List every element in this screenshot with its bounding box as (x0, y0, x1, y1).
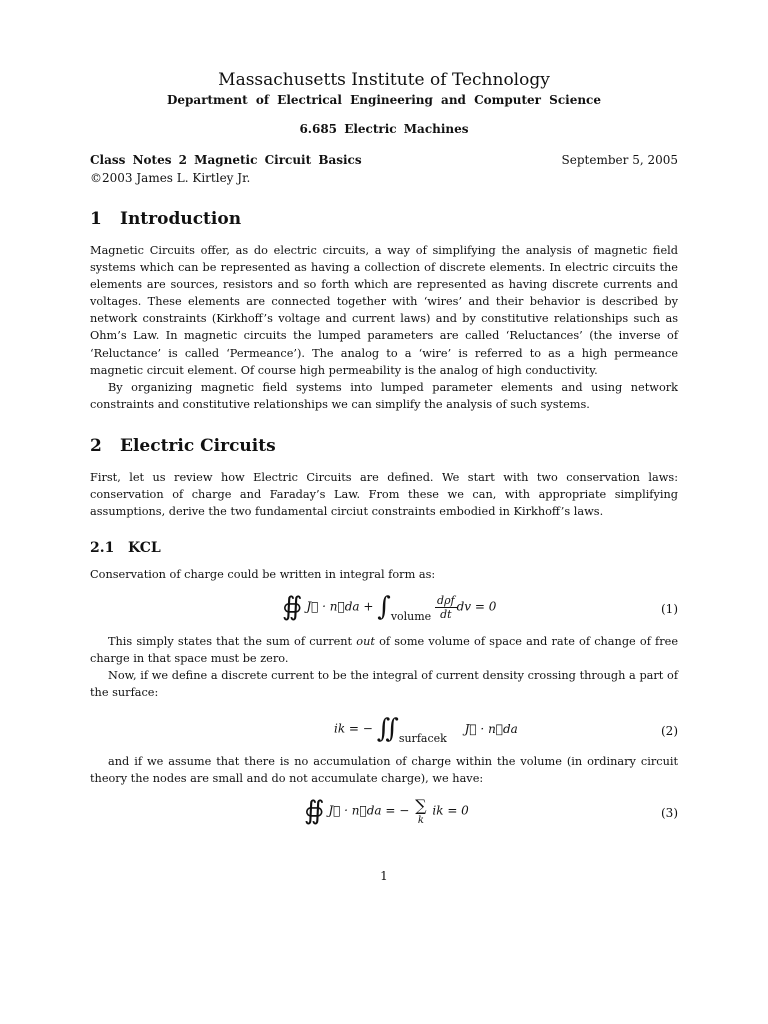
institution-title: Massachusetts Institute of Technology (218, 70, 550, 90)
section-heading-electric-circuits (90, 436, 678, 456)
section-title: Introduction (120, 209, 242, 229)
intro-paragraph-2: By organizing magnetic field systems into lumped parameter elements and using network constraints and constitutive relationships we can simplify the analysis of such systems. (90, 380, 678, 411)
kcl-paragraph-3: Now, if we define a discrete current to be the integral of current density crossing through a part of the surface: (90, 669, 678, 700)
copyright-line: ©2003 James L. Kirtley Jr. (90, 171, 251, 185)
equation-number: (3) (661, 806, 678, 820)
fraction: $\frac{\text{dρf}}{dt}$ (437, 593, 455, 621)
subsection-heading-kcl (90, 540, 678, 556)
section-number: 1 (90, 209, 102, 229)
equation-3-body: ∯ J⃗ · n⃗da = − ∑ k ik = 0 (304, 796, 469, 826)
summation: ∑ k (415, 796, 427, 826)
section-heading-introduction (90, 209, 678, 229)
kcl-paragraph-1: Conservation of charge could be written in integral form as: (90, 568, 436, 581)
section-title: Electric Circuits (120, 436, 276, 456)
department-name: Department of Electrical Engineering and Computer Science (166, 93, 601, 107)
kcl-body-3 (90, 753, 678, 787)
notes-title: Class Notes 2 Magnetic Circuit Basics (90, 153, 362, 167)
equation-number: (2) (661, 724, 678, 738)
page-number: 1 (380, 869, 388, 883)
kcl-paragraph-4: and if we assume that there is no accumulation of charge within the volume (in ordinary circuit theory the nodes are small and do not accumulate charge), we have: (90, 755, 678, 786)
kcl-intro (90, 566, 678, 583)
kcl-body-2 (90, 633, 678, 701)
equation-number: (1) (661, 602, 678, 616)
course-title: 6.685 Electric Machines (299, 122, 469, 136)
equation-3 (90, 796, 678, 836)
equation-1 (90, 592, 678, 632)
subsection-title: KCL (128, 540, 161, 556)
intro-paragraph-1: Magnetic Circuits offer, as do electric circuits, a way of simplifying the analysis of magnetic field systems which can be represented as having a collection of discrete elements. In electric circuits the elements are sources, resistors and so forth which are represented as having discrete currents and voltages. These elements are connected together with ‘wires’ and their behavior is described by network constraints (Kirkhoff’s voltage and current laws) and by constitutive relationships such as Ohm’s Law. In magnetic circuits the lumped parameters are called ‘Reluctances’ (the inverse of ‘Reluctance’ is called ‘Permeance’). The analog to a ‘wire’ is referred to as a high permeance magnetic circuit element. Of course high permeability is the analog of high conductivity. (90, 244, 678, 377)
electric-paragraph-1: First, let us review how Electric Circuits are defined. We start with two conservation laws: conservation of charge and Faraday’s Law. From these we can, with appropriate simplifying assumptions, derive the two fundamental circiut constraints embodied in Kirkhoff’s laws. (90, 471, 678, 519)
equation-1-body: ∯ J⃗ · n⃗da + ∫volume $\frac{\text{dρf}}{dt}$ dv = 0 (282, 592, 497, 623)
subsection-number: 2.1 (90, 540, 115, 556)
equation-2-body: ik = − ∬surfacek J⃗ · n⃗da (334, 714, 518, 745)
notes-date: September 5, 2005 (561, 153, 678, 167)
intro-body (90, 242, 678, 413)
section-number: 2 (90, 436, 102, 456)
equation-2 (90, 714, 678, 754)
electric-body (90, 469, 678, 520)
kcl-paragraph-2: This simply states that the sum of current out of some volume of space and rate of change of free charge in that space must be zero. (90, 635, 679, 666)
